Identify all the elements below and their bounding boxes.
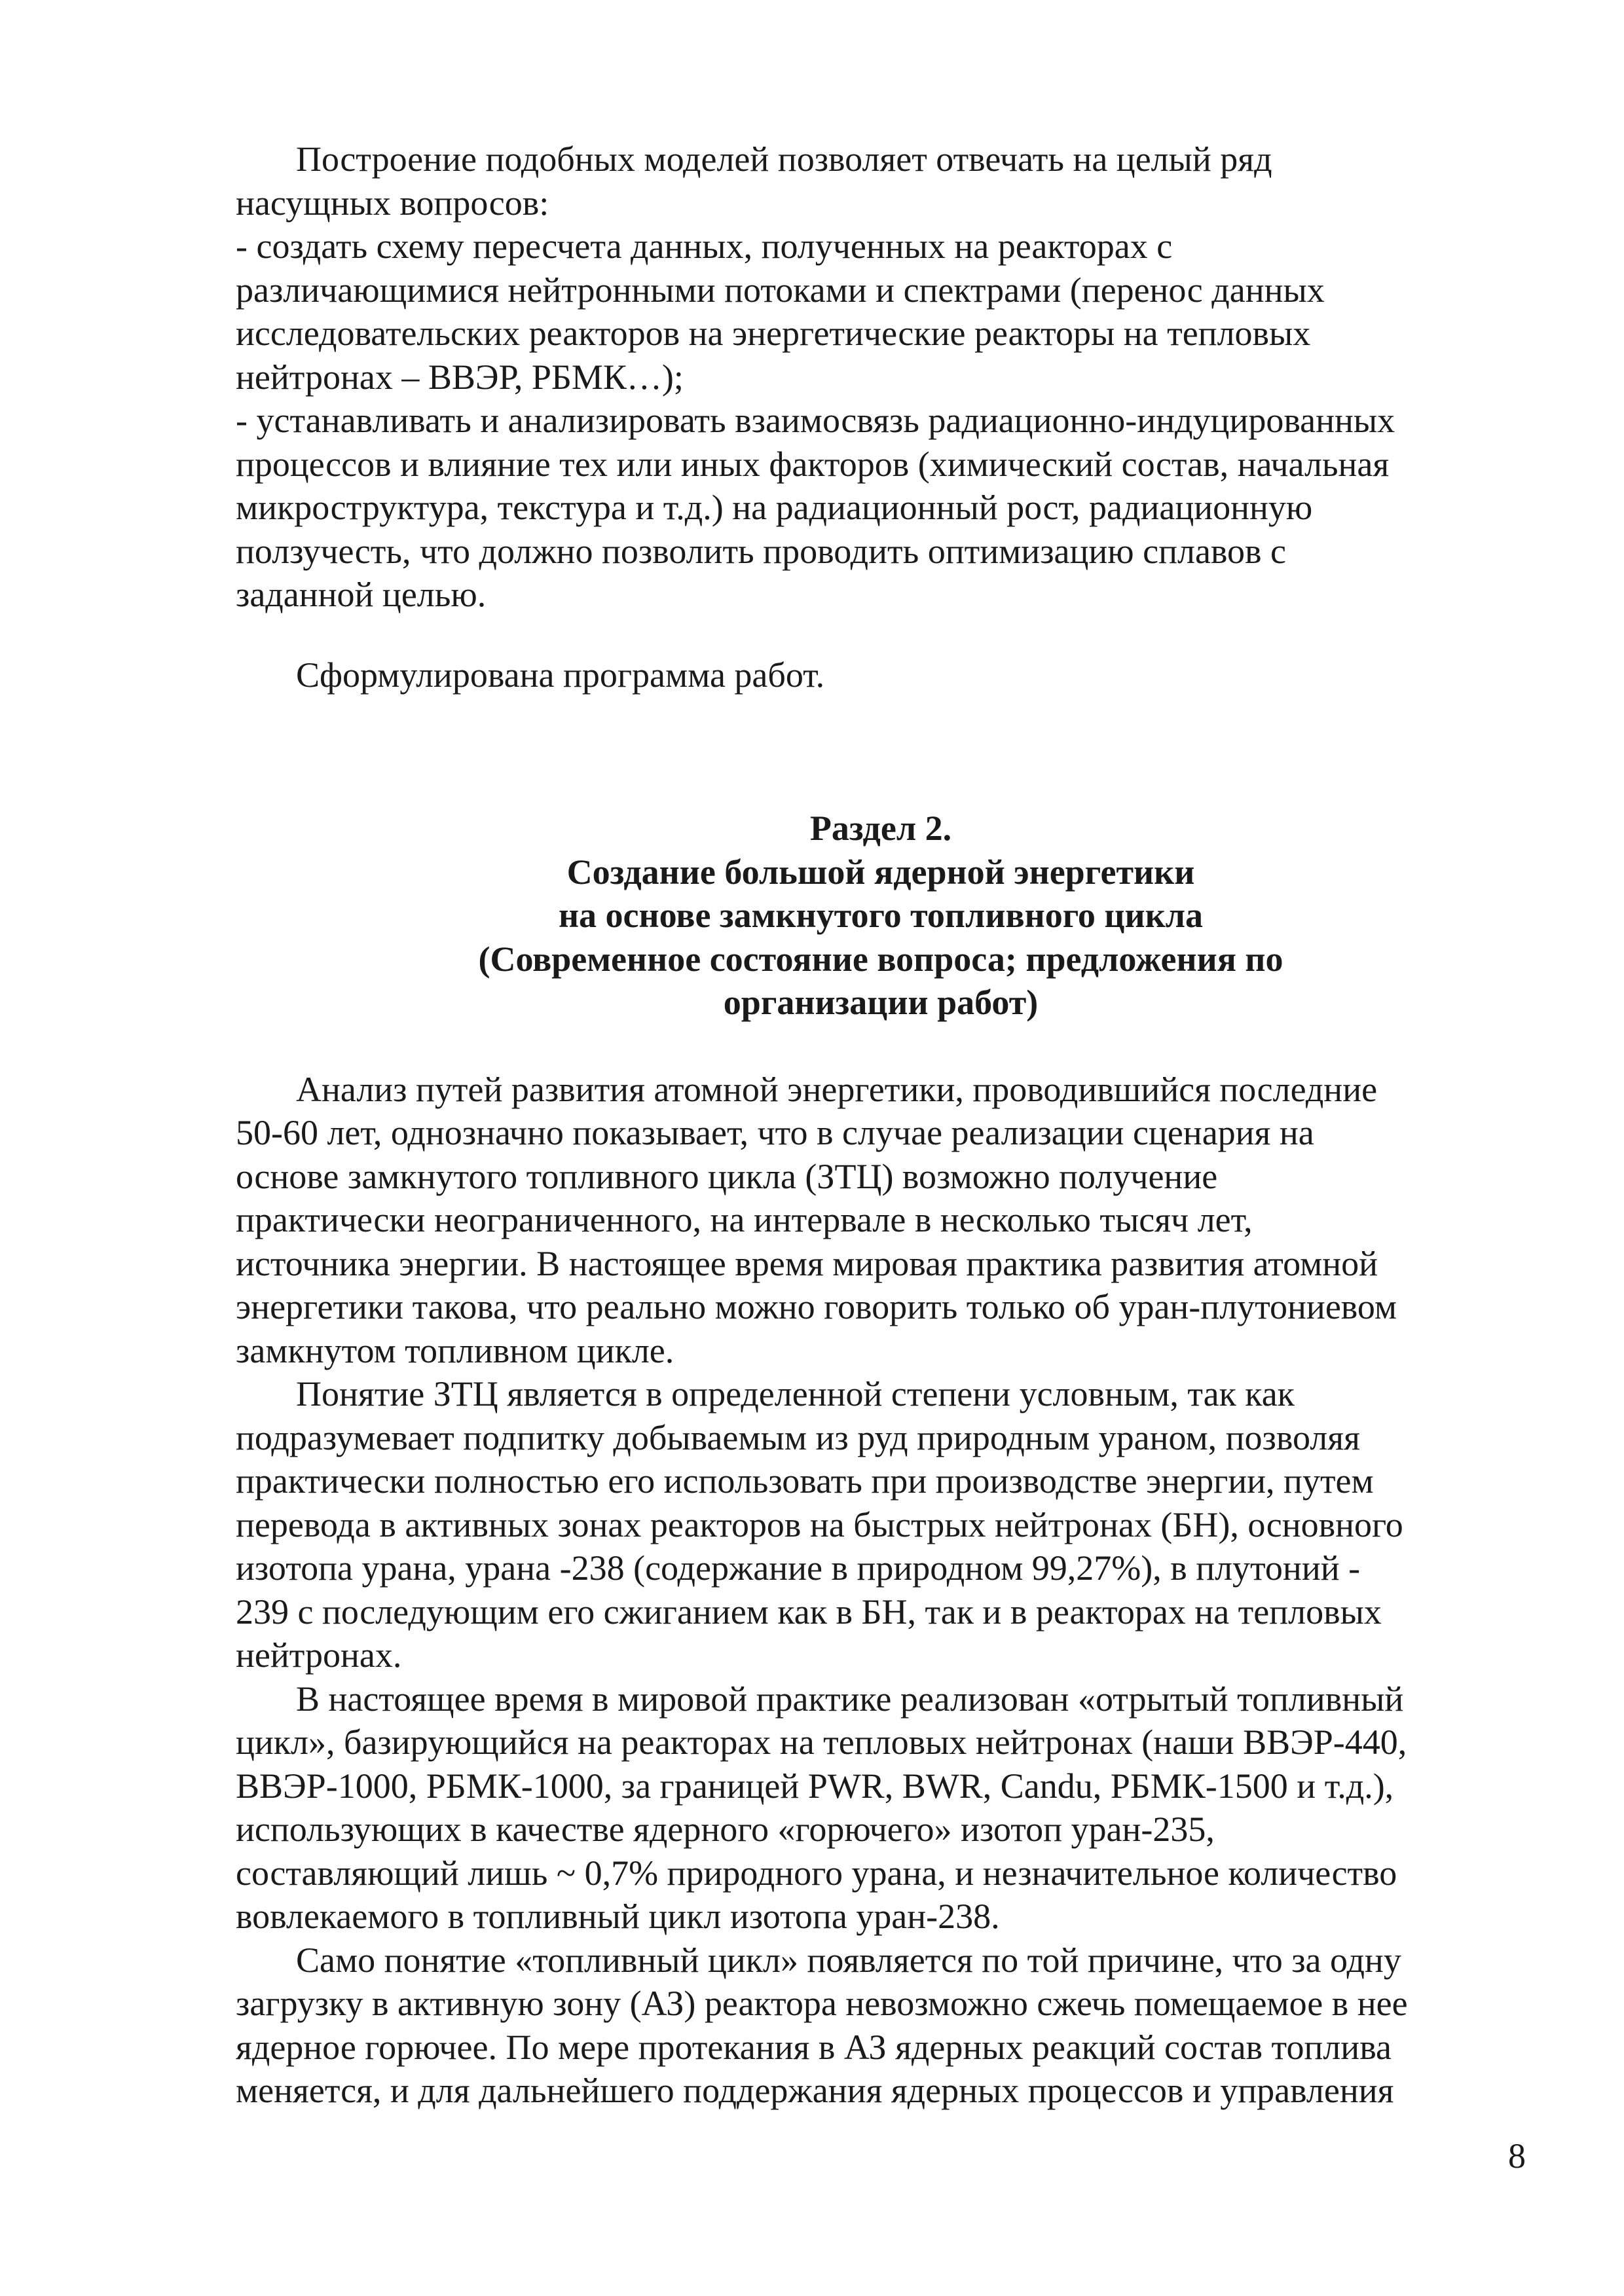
- text-line: перевода в активных зонах реакторов на быстрых нейтронах (БН), основного: [236, 1504, 1403, 1544]
- paragraph-concept: [236, 1372, 1526, 1677]
- text-line: В настоящее время в мировой практике реализован «отрытый топливный: [296, 1679, 1404, 1719]
- text-line: энергетики такова, что реально можно говорить только об уран-плутониевом: [236, 1287, 1397, 1326]
- text-line: микроструктура, текстура и т.д.) на радиационный рост, радиационную: [236, 488, 1313, 527]
- text-line: - создать схему пересчета данных, полученных на реакторах с: [236, 227, 1173, 266]
- text-line: практически полностью его использовать при производстве энергии, путем: [236, 1461, 1374, 1501]
- text-line: меняется, и для дальнейшего поддержания ядерных процессов и управления: [236, 2071, 1394, 2110]
- text-line: подразумевает подпитку добываемым из руд природным ураном, позволяя: [236, 1417, 1360, 1457]
- text-line: загрузку в активную зону (АЗ) реактора невозможно сжечь помещаемое в нее: [236, 1984, 1408, 2023]
- document-page: [236, 137, 1526, 2113]
- text-line: замкнутом топливном цикле.: [236, 1330, 674, 1370]
- text-line: изотопа урана, урана -238 (содержание в природном 99,27%), в плутоний -: [236, 1548, 1361, 1588]
- section-subtitle-line: (Современное состояние вопроса; предложения по: [478, 939, 1283, 979]
- text-line: различающимися нейтронными потоками и спектрами (перенос данных: [236, 270, 1325, 310]
- text-line: нейтронах – ВВЭР, РБМК…);: [236, 357, 684, 397]
- paragraph-fuel-cycle: [236, 1939, 1526, 2113]
- paragraph-analysis: [236, 1068, 1526, 1373]
- text-line: насущных вопросов:: [236, 183, 549, 223]
- text-line: 50-60 лет, однозначно показывает, что в случае реализации сценария на: [236, 1113, 1314, 1152]
- text-line: исследовательских реакторов на энергетические реакторы на тепловых: [236, 314, 1311, 353]
- paragraph-program: [236, 653, 1526, 697]
- text-line: вовлекаемого в топливный цикл изотопа уран-238.: [236, 1897, 1000, 1936]
- section-title-line: Создание большой ядерной энергетики: [566, 852, 1195, 892]
- text-line: Само понятие «топливный цикл» появляется по той причине, что за одну: [296, 1940, 1401, 1980]
- text-line: ВВЭР-1000, РБМК-1000, за границей PWR, BWR, Candu, РБМК-1500 и т.д.),: [236, 1766, 1394, 1806]
- text-line: использующих в качестве ядерного «горючего» изотоп уран-235,: [236, 1810, 1215, 1849]
- text-line: практически неограниченного, на интервале в несколько тысяч лет,: [236, 1200, 1253, 1239]
- page-number: 8: [1508, 2136, 1526, 2176]
- text-line: основе замкнутого топливного цикла (ЗТЦ) возможно получение: [236, 1156, 1218, 1196]
- text-line: Анализ путей развития атомной энергетики, проводившийся последние: [296, 1069, 1378, 1109]
- paragraph-open-cycle: [236, 1677, 1526, 1939]
- text-line: Сформулирована программа работ.: [296, 655, 825, 695]
- text-line: ползучесть, что должно позволить проводить оптимизацию сплавов с: [236, 531, 1287, 571]
- paragraph-models: [236, 137, 1526, 617]
- section-number: Раздел 2.: [809, 809, 952, 848]
- text-line: 239 с последующим его сжиганием как в БН, так и в реакторах на тепловых: [236, 1592, 1382, 1631]
- text-line: нейтронах.: [236, 1635, 402, 1675]
- text-line: составляющий лишь ~ 0,7% природного урана, и незначительное количество: [236, 1853, 1397, 1893]
- text-line: Построение подобных моделей позволяет отвечать на целый ряд: [296, 139, 1272, 179]
- text-line: процессов и влияние тех или иных факторов (химический состав, начальная: [236, 444, 1390, 484]
- text-line: цикл», базирующийся на реакторах на тепловых нейтронах (наши ВВЭР-440,: [236, 1722, 1407, 1762]
- text-line: - устанавливать и анализировать взаимосвязь радиационно-индуцированных: [236, 401, 1395, 440]
- text-line: источника энергии. В настоящее время мировая практика развития атомной: [236, 1243, 1378, 1283]
- text-line: заданной целью.: [236, 575, 487, 614]
- text-line: ядерное горючее. По мере протекания в АЗ ядерных реакций состав топлива: [236, 2027, 1392, 2067]
- section-subtitle-line: организации работ): [723, 983, 1039, 1022]
- text-line: Понятие ЗТЦ является в определенной степени условным, так как: [296, 1374, 1295, 1413]
- section-heading: [236, 807, 1526, 1025]
- section-title-line: на основе замкнутого топливного цикла: [558, 896, 1204, 935]
